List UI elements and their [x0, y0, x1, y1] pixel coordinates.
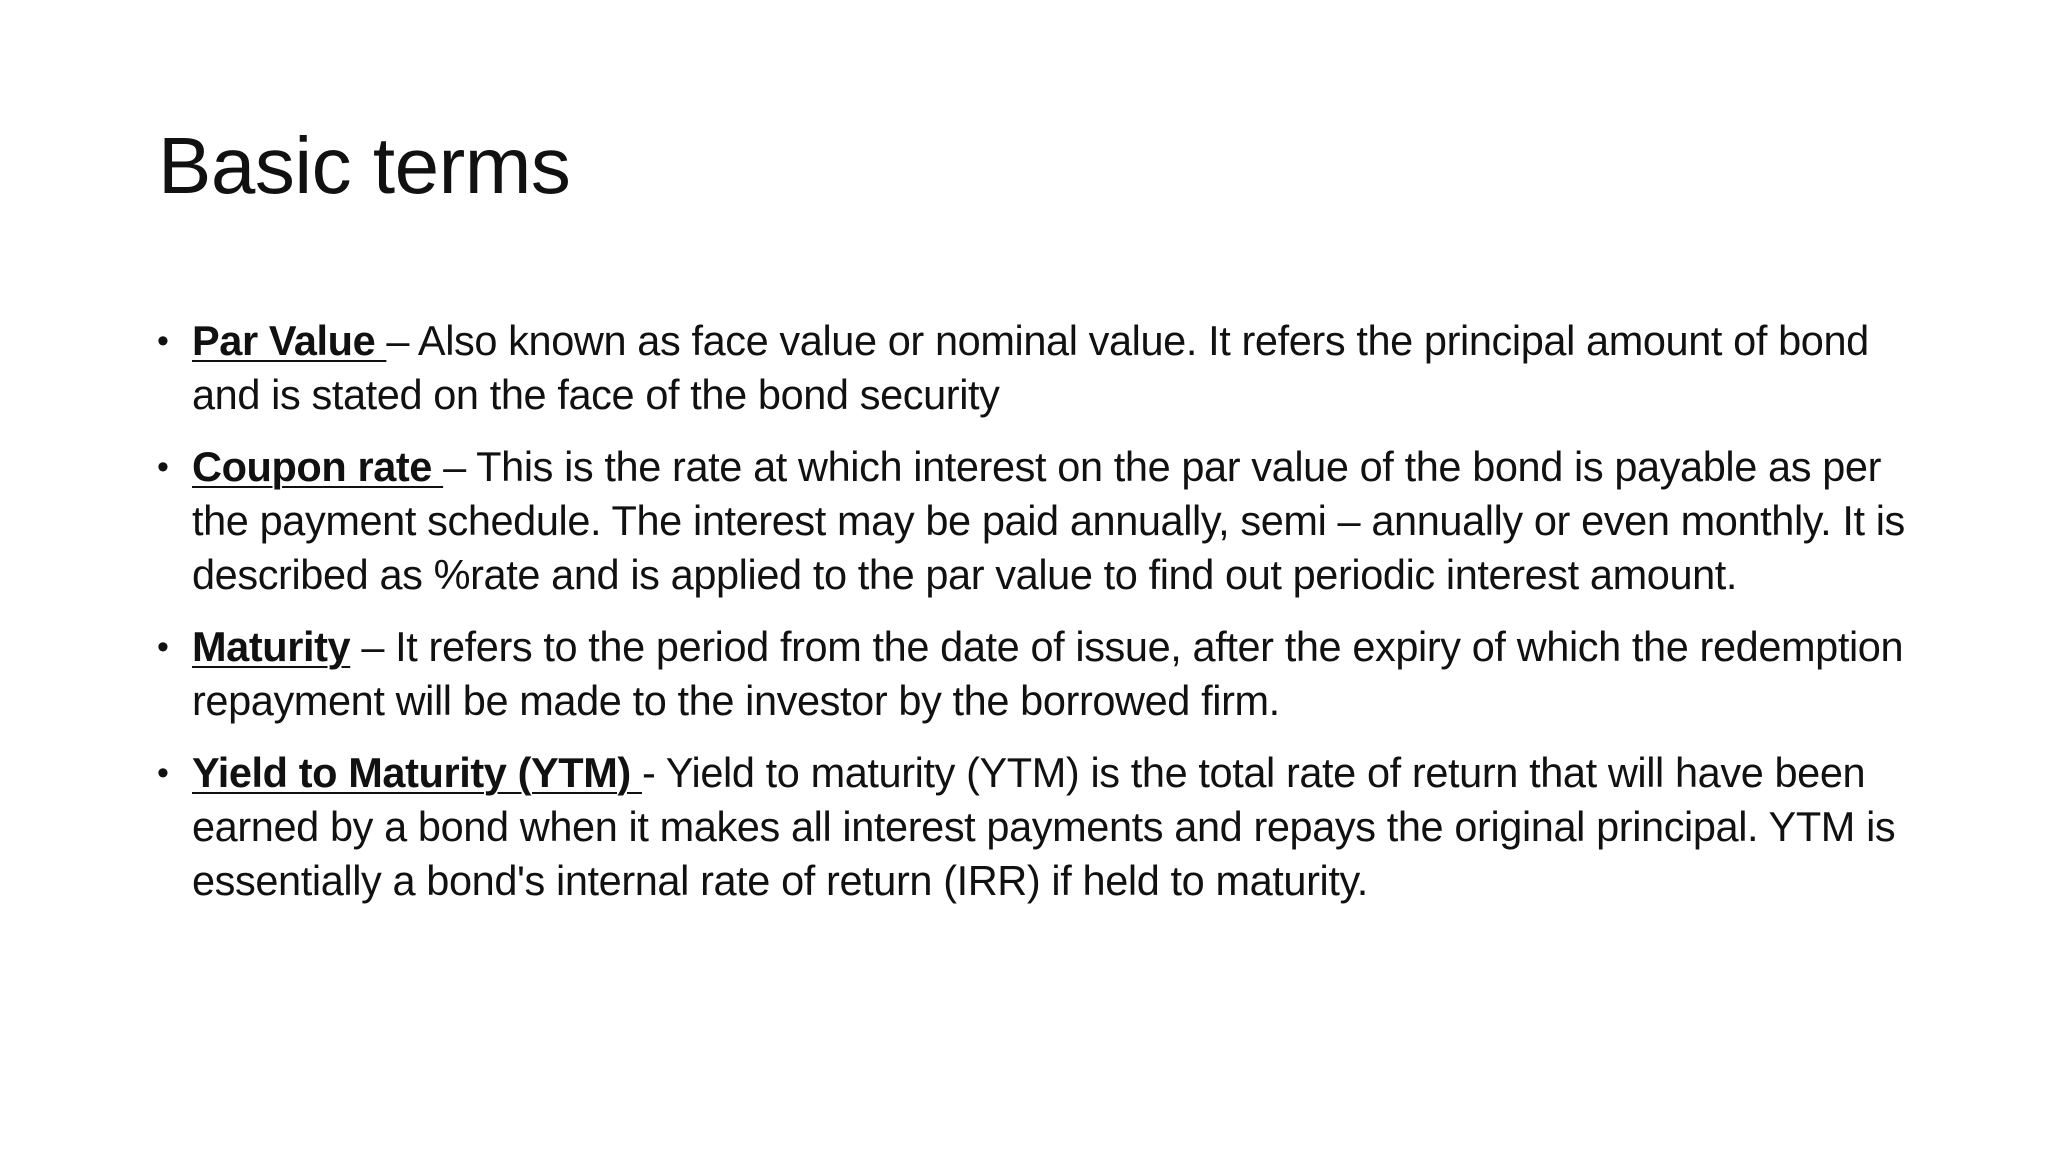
bullet-item-ytm: [157, 746, 1917, 908]
bullet-icon: •: [157, 754, 169, 792]
bullet-list: [157, 314, 1917, 926]
bullet-icon: •: [157, 322, 169, 360]
term-coupon-rate: Coupon rate: [192, 443, 444, 490]
term-maturity: Maturity: [192, 623, 351, 670]
bullet-icon: •: [157, 448, 169, 486]
definition-par-value: – Also known as face value or nominal value. It refers the principal amount of bond and is stated on the face of the bond security: [192, 317, 1869, 418]
definition-coupon-rate: – This is the rate at which interest on the par value of the bond is payable as per the payment schedule. The interest may be paid annually, semi – annually or even monthly. It is described as %rate and is applied to the par value to find out periodic interest amount.: [192, 443, 1905, 598]
slide-title: Basic terms: [158, 121, 571, 210]
term-par-value: Par Value: [192, 317, 387, 364]
bullet-icon: •: [157, 628, 169, 666]
definition-ytm: - Yield to maturity (YTM) is the total rate of return that will have been earned by a bond when it makes all interest payments and repays the original principal. YTM is essentially a bond's internal rate of return (IRR) if held to maturity.: [192, 749, 1896, 904]
bullet-item-maturity: [157, 620, 1917, 728]
definition-maturity: – It refers to the period from the date of issue, after the expiry of which the redemption repayment will be made to the investor by the borrowed firm.: [192, 623, 1904, 724]
bullet-item-coupon-rate: [157, 440, 1917, 602]
bullet-item-par-value: [157, 314, 1917, 422]
term-ytm: Yield to Maturity (YTM): [192, 749, 642, 796]
